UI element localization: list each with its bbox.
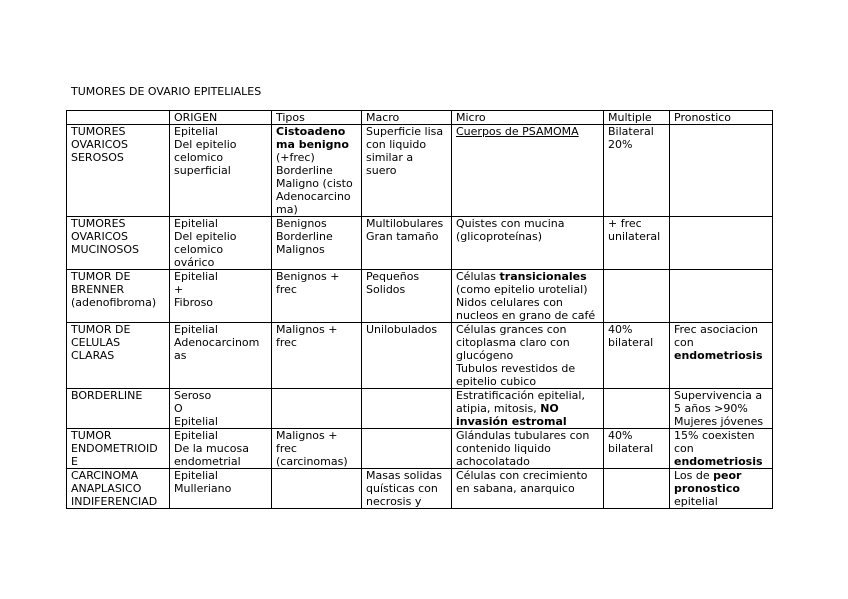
multiple-cell: 40% bilateral (604, 429, 670, 469)
micro-text: Células (456, 270, 500, 283)
macro-cell: Superficie lisa con liquido similar a suero (362, 125, 452, 217)
tipos-text: (+frec) Borderline Maligno (cisto Adenocarcino ma) (276, 151, 353, 216)
tipos-cell: Benignos Borderline Malignos (272, 217, 362, 270)
tipos-cell (272, 389, 362, 429)
origen-cell: Epitelial De la mucosa endometrial (170, 429, 272, 469)
macro-cell: Unilobulados (362, 323, 452, 389)
table-row (67, 125, 773, 217)
pronostico-text: 15% coexisten con (674, 429, 755, 455)
table-row (67, 217, 773, 270)
pronostico-text: Frec asociacion con (674, 323, 758, 349)
origen-cell: Epitelial Mulleriano (170, 469, 272, 509)
micro-text: Estratificación epitelial, atipia, mitosis, (456, 389, 585, 415)
tipos-bold-text: Cistoadeno ma benigno (276, 125, 349, 151)
pronostico-cell (670, 469, 773, 509)
header-cell-micro: Micro (452, 111, 604, 125)
pronostico-cell (670, 217, 773, 270)
micro-bold-text: NO invasión estromal (456, 402, 567, 428)
header-cell-multiple: Multiple (604, 111, 670, 125)
micro-cell: Células grances con citoplasma claro con glucógeno Tubulos revestidos de epitelio cubico (452, 323, 604, 389)
row-name-cell: TUMOR DE CELULAS CLARAS (67, 323, 170, 389)
row-name-cell: BORDERLINE (67, 389, 170, 429)
micro-cell (452, 125, 604, 217)
tipos-cell: Malignos + frec (carcinomas) (272, 429, 362, 469)
micro-cell (452, 270, 604, 323)
pronostico-cell: Supervivencia a 5 años >90% Mujeres jóvenes (670, 389, 773, 429)
table-row (67, 323, 773, 389)
pronostico-cell (670, 270, 773, 323)
tipos-cell: Malignos + frec (272, 323, 362, 389)
macro-cell: Pequeños Solidos (362, 270, 452, 323)
pronostico-text: Los de (674, 469, 714, 482)
micro-cell: Quistes con mucina (glicoproteínas) (452, 217, 604, 270)
table-row (67, 270, 773, 323)
header-cell-pronostico: Pronostico (670, 111, 773, 125)
pronostico-bold-text: peor pronostico (674, 469, 742, 495)
header-cell-macro: Macro (362, 111, 452, 125)
micro-cell (452, 389, 604, 429)
pronostico-cell (670, 323, 773, 389)
row-name-cell: TUMOR ENDOMETRIOID E (67, 429, 170, 469)
row-name-cell: TUMOR DE BRENNER (adenofibroma) (67, 270, 170, 323)
header-cell-origen: ORIGEN (170, 111, 272, 125)
header-cell-tipos: Tipos (272, 111, 362, 125)
row-name-cell: TUMORES OVARICOS MUCINOSOS (67, 217, 170, 270)
origen-cell: Epitelial Del epitelio celomico ovárico (170, 217, 272, 270)
micro-underlined-text: Cuerpos de PSAMOMA (456, 125, 579, 138)
table-row (67, 429, 773, 469)
ovarian-tumors-table (66, 110, 773, 509)
origen-cell: Seroso O Epitelial (170, 389, 272, 429)
macro-cell: Multilobulares Gran tamaño (362, 217, 452, 270)
micro-bold-text: transicionales (499, 270, 587, 283)
multiple-cell: 40% bilateral (604, 323, 670, 389)
macro-cell (362, 389, 452, 429)
header-cell-empty (67, 111, 170, 125)
tipos-cell: Benignos + frec (272, 270, 362, 323)
table-row (67, 389, 773, 429)
multiple-cell: + frec unilateral (604, 217, 670, 270)
row-name-cell: CARCINOMA ANAPLASICO INDIFERENCIAD (67, 469, 170, 509)
tipos-cell (272, 469, 362, 509)
header-row (67, 111, 773, 125)
document-title: TUMORES DE OVARIO EPITELIALES (71, 85, 262, 98)
row-name-cell: TUMORES OVARICOS SEROSOS (67, 125, 170, 217)
pronostico-bold-text: endometriosis (674, 455, 763, 468)
pronostico-bold-text: endometriosis (674, 349, 763, 362)
micro-cell: Glándulas tubulares con contenido liquido achocolatado (452, 429, 604, 469)
origen-cell: Epitelial Del epitelio celomico superficial (170, 125, 272, 217)
origen-cell: Epitelial Adenocarcinom as (170, 323, 272, 389)
macro-cell: Masas solidas quísticas con necrosis y (362, 469, 452, 509)
origen-cell: Epitelial + Fibroso (170, 270, 272, 323)
multiple-cell: Bilateral 20% (604, 125, 670, 217)
pronostico-cell (670, 125, 773, 217)
multiple-cell (604, 469, 670, 509)
multiple-cell (604, 270, 670, 323)
macro-cell (362, 429, 452, 469)
tipos-cell (272, 125, 362, 217)
pronostico-text: epitelial (674, 495, 718, 508)
micro-text: (como epitelio urotelial) Nidos celulares con nucleos en grano de café (456, 283, 596, 322)
table-row (67, 469, 773, 509)
micro-cell: Células con crecimiento en sabana, anarquico (452, 469, 604, 509)
pronostico-cell (670, 429, 773, 469)
multiple-cell (604, 389, 670, 429)
